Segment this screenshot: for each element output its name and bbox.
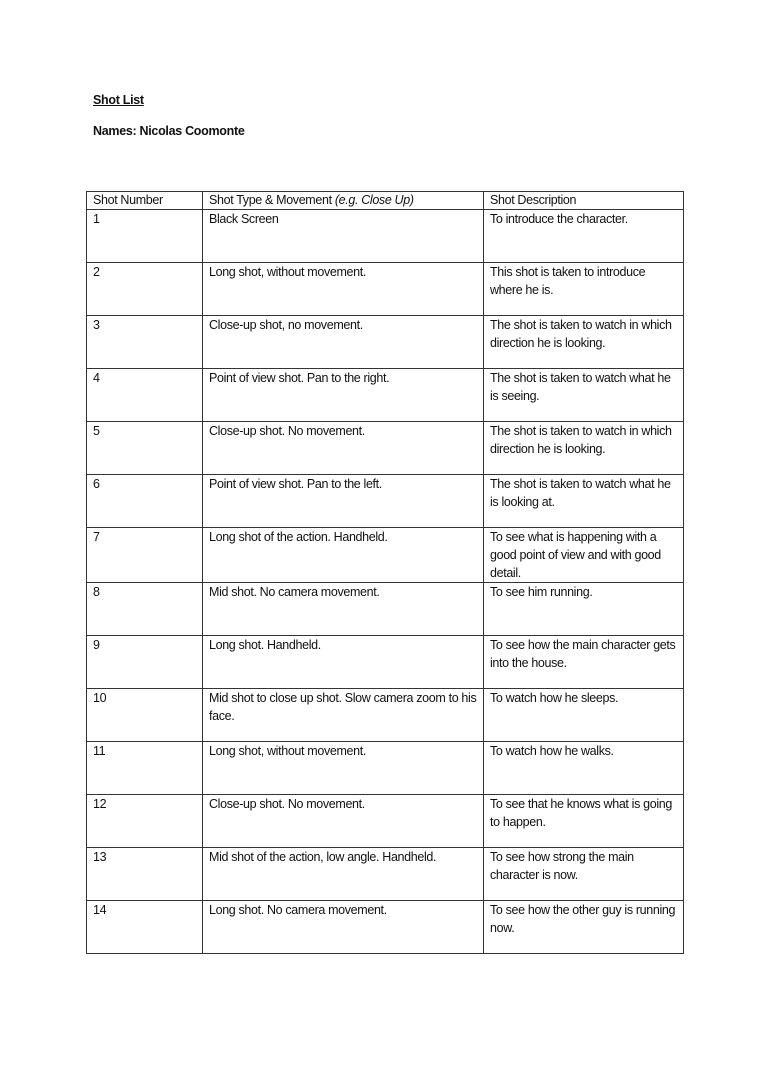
- shot-number-cell: 11: [87, 742, 203, 795]
- shot-number-cell: 2: [87, 263, 203, 316]
- table-row: [87, 742, 684, 795]
- shot-type-cell: Mid shot to close up shot. Slow camera zoom to his face.: [203, 689, 484, 742]
- shot-description-cell: To see how the main character gets into the house.: [484, 636, 684, 689]
- shot-number-cell: 14: [87, 901, 203, 954]
- shot-description-cell: To see how the other guy is running now.: [484, 901, 684, 954]
- shot-list-table: [86, 191, 684, 954]
- table-row: [87, 848, 684, 901]
- shot-type-cell: Black Screen: [203, 210, 484, 263]
- shot-number-cell: 9: [87, 636, 203, 689]
- header-shot-type: [203, 192, 484, 210]
- shot-type-cell: Mid shot. No camera movement.: [203, 583, 484, 636]
- shot-description-cell: The shot is taken to watch in which direction he is looking.: [484, 316, 684, 369]
- shot-description-cell: To see what is happening with a good point of view and with good detail.: [484, 528, 684, 583]
- header-shot-type-hint: (e.g. Close Up): [334, 193, 414, 207]
- shot-type-cell: Long shot, without movement.: [203, 263, 484, 316]
- table-row: [87, 528, 684, 583]
- shot-description-cell: To see how strong the main character is now.: [484, 848, 684, 901]
- shot-number-cell: 12: [87, 795, 203, 848]
- shot-type-cell: Long shot of the action. Handheld.: [203, 528, 484, 583]
- table-row: [87, 636, 684, 689]
- shot-number-cell: 1: [87, 210, 203, 263]
- shot-number-cell: 7: [87, 528, 203, 583]
- header-shot-type-label: Shot Type & Movement: [209, 193, 335, 207]
- table-row: [87, 583, 684, 636]
- table-row: [87, 422, 684, 475]
- shot-type-cell: Point of view shot. Pan to the right.: [203, 369, 484, 422]
- table-row: [87, 795, 684, 848]
- shot-type-cell: Mid shot of the action, low angle. Handheld.: [203, 848, 484, 901]
- table-row: [87, 475, 684, 528]
- shot-number-cell: 6: [87, 475, 203, 528]
- shot-type-cell: Close-up shot. No movement.: [203, 422, 484, 475]
- shot-type-cell: Long shot, without movement.: [203, 742, 484, 795]
- shot-type-cell: Close-up shot, no movement.: [203, 316, 484, 369]
- table-row: [87, 263, 684, 316]
- shot-type-cell: Long shot. No camera movement.: [203, 901, 484, 954]
- shot-description-cell: To introduce the character.: [484, 210, 684, 263]
- shot-number-cell: 10: [87, 689, 203, 742]
- table-row: [87, 369, 684, 422]
- table-row: [87, 210, 684, 263]
- table-header-row: [87, 192, 684, 210]
- shot-description-cell: To watch how he walks.: [484, 742, 684, 795]
- shot-description-cell: To watch how he sleeps.: [484, 689, 684, 742]
- shot-number-cell: 3: [87, 316, 203, 369]
- shot-number-cell: 13: [87, 848, 203, 901]
- shot-type-cell: Long shot. Handheld.: [203, 636, 484, 689]
- names-line: Names: Nicolas Coomonte: [93, 124, 245, 138]
- shot-description-cell: To see that he knows what is going to happen.: [484, 795, 684, 848]
- shot-description-cell: The shot is taken to watch what he is looking at.: [484, 475, 684, 528]
- shot-description-cell: The shot is taken to watch in which direction he is looking.: [484, 422, 684, 475]
- shot-type-cell: Point of view shot. Pan to the left.: [203, 475, 484, 528]
- shot-description-cell: The shot is taken to watch what he is seeing.: [484, 369, 684, 422]
- shot-number-cell: 5: [87, 422, 203, 475]
- header-shot-number: Shot Number: [87, 192, 203, 210]
- header-description: Shot Description: [484, 192, 684, 210]
- table-row: [87, 901, 684, 954]
- shot-description-cell: This shot is taken to introduce where he is.: [484, 263, 684, 316]
- table-row: [87, 316, 684, 369]
- shot-number-cell: 8: [87, 583, 203, 636]
- shot-type-cell: Close-up shot. No movement.: [203, 795, 484, 848]
- shot-number-cell: 4: [87, 369, 203, 422]
- shot-description-cell: To see him running.: [484, 583, 684, 636]
- table-row: [87, 689, 684, 742]
- page-title: Shot List: [93, 93, 144, 107]
